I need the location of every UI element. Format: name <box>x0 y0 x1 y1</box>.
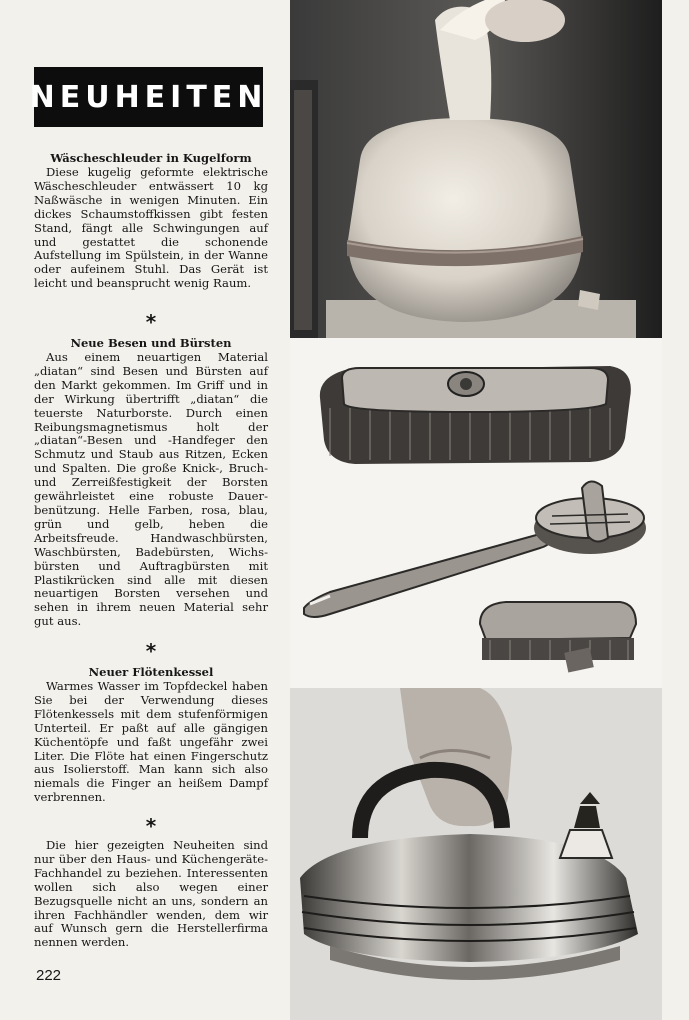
closing-note <box>34 839 268 950</box>
article-brushes <box>34 336 268 629</box>
page-margin <box>662 0 689 1020</box>
whistling-kettle-photo <box>290 688 662 1020</box>
separator-star: * <box>145 639 157 663</box>
spin-dryer-photo <box>290 0 662 338</box>
section-banner: NEUHEITEN <box>34 67 263 127</box>
page-number: 222 <box>36 967 62 984</box>
brushes-photo <box>290 338 662 688</box>
article-spin-dryer <box>34 151 268 291</box>
closing-note-text: Die hier gezeigten Neuheiten sind nur über den Haus- und Küchengeräte-Fachhandel zu beziehen. Interessenten wollen sich also wegen einer Bezugsquelle nicht an uns, sondern an ihren Fachhändler wenden, dem wir auf Wunsch gern die Herstellerfirma nennen werden. <box>34 838 268 950</box>
article-body: Warmes Wasser im Topfdeckel haben Sie bei der Verwendung dieses Flötenkessels mit dem stufenförmigen Unterteil. Er paßt auf alle gängigen Küchentöpfe und faßt ungefähr zwei Liter. Die Flöte hat einen Fingerschutz aus Isolierstoff. Man kann sich also niemals die Finger an heißem Dampf verbrennen. <box>34 679 268 805</box>
article-heading: Neue Besen und Bürsten <box>70 336 232 350</box>
article-heading: Wäscheschleuder in Kugelform <box>50 151 252 165</box>
text-column <box>29 0 268 1020</box>
article-body: Aus einem neuartigen Material „diatan“ sind Besen und Bürsten auf den Markt gekommen. Im Griff und in der Wirkung übertrifft „diatan“ die teuerste Naturborste. Durch einen Reibungsmagnetismus holt der „diatan“-Besen und -Handfeger den Schmutz und Staub aus Ritzen, Ecken und Spalten. Die große Knick-, Bruch- und Zerreißfestigkeit der Borsten gewährleistet eine robuste Dauerbenützung. Helle Farben, rosa, blau, grün und gelb, heben die Arbeitsfreude. Handwaschbürsten, Waschbürsten, Badebürsten, Wichsbürsten und Auftragbürsten mit Plastikrücken sind alle mit diesen neuartigen Borsten versehen und sehen in ihrem neuen Material sehr gut aus. <box>34 350 268 629</box>
separator-star: * <box>145 814 157 838</box>
article-kettle <box>34 665 268 805</box>
separator-star: * <box>145 310 157 334</box>
article-body: Diese kugelig geformte elektrische Wäscheschleuder entwässert 10 kg Naßwäsche in wenigen Minuten. Ein dickes Schaumstoffkissen gibt festen Stand, fängt alle Schwingungen auf und gestattet die schonende Aufstellung im Spülstein, in der Wanne oder aufeinem Stuhl. Das Gerät ist leicht und beansprucht wenig Raum. <box>34 165 268 291</box>
article-heading: Neuer Flötenkessel <box>88 665 214 679</box>
